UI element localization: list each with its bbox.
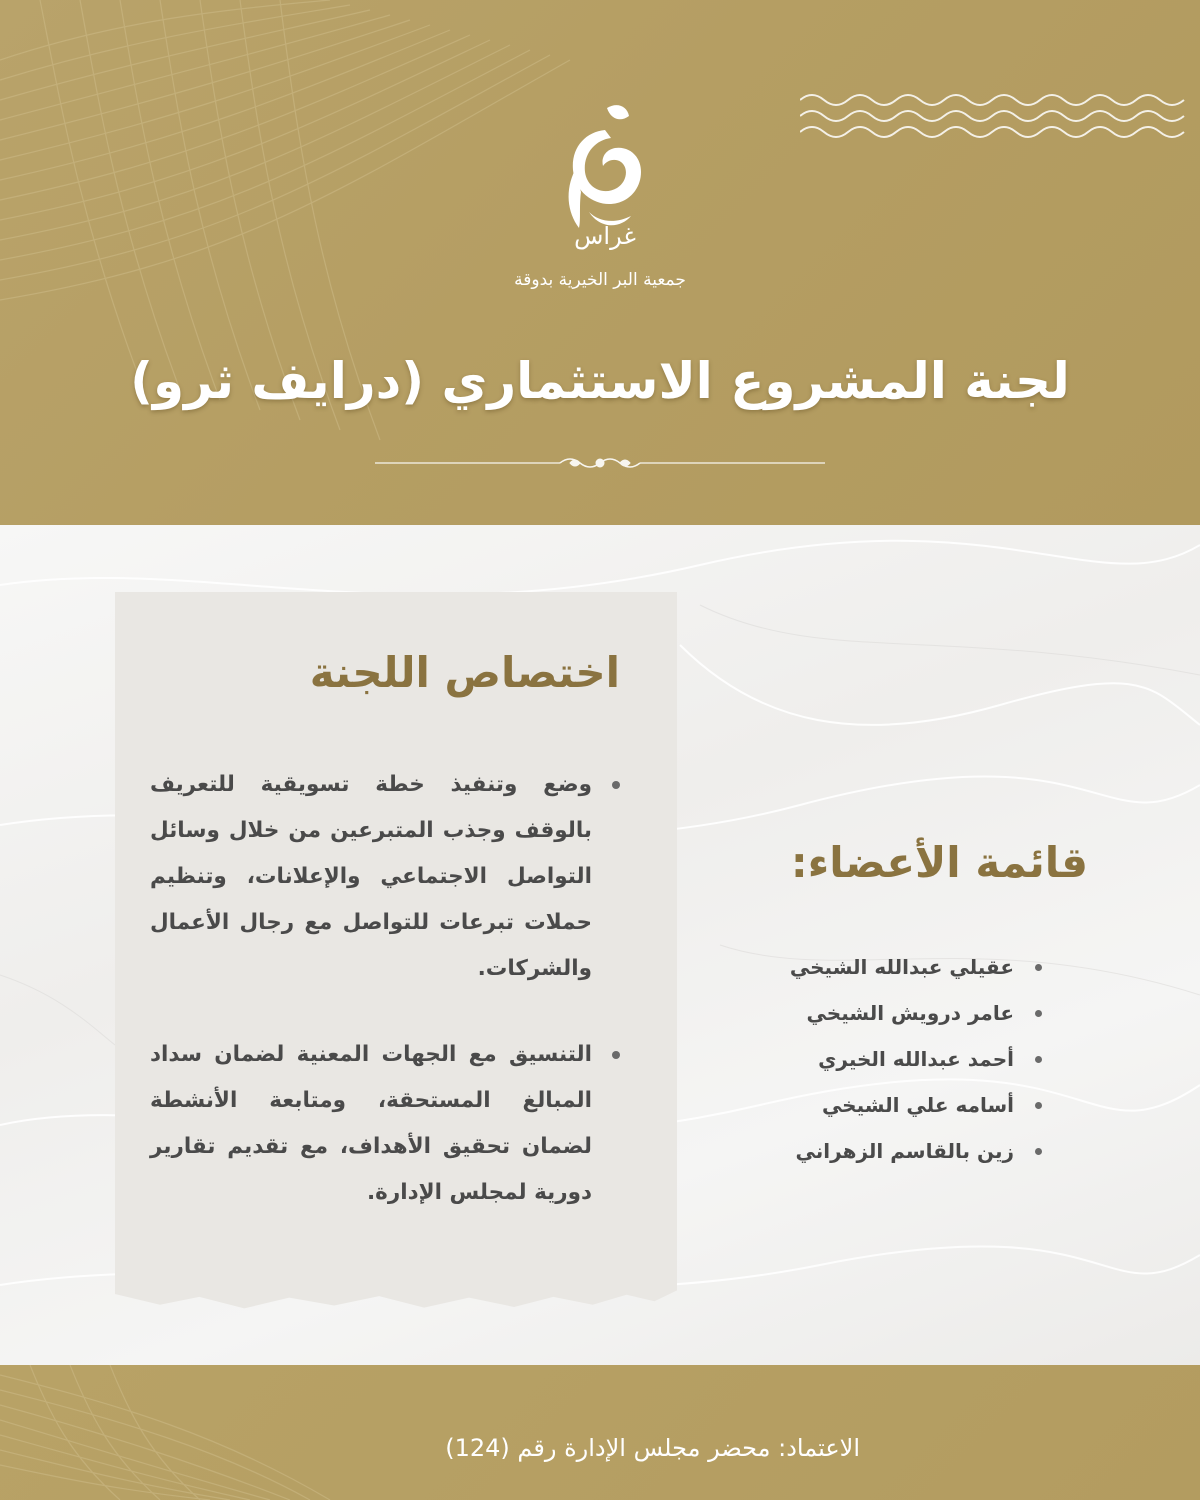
- member-name: زين بالقاسم الزهراني: [795, 1139, 1014, 1163]
- member-name: أحمد عبدالله الخيري: [818, 1047, 1014, 1071]
- members-heading: قائمة الأعضاء:: [790, 838, 1088, 887]
- decorative-mesh-lines: [0, 1365, 1200, 1500]
- decorative-waves: [800, 88, 1200, 148]
- decorative-mesh-lines: [0, 0, 1200, 525]
- list-item: [700, 990, 1050, 1036]
- approval-text: الاعتماد: محضر مجلس الإدارة رقم (124): [445, 1434, 860, 1462]
- committee-scope-heading: اختصاص اللجنة: [309, 648, 620, 697]
- list-item: [700, 1128, 1050, 1174]
- bullet-icon: [1035, 964, 1042, 971]
- header-banner: [0, 0, 1200, 525]
- footer-banner: [0, 1365, 1200, 1500]
- bullet-icon: [1035, 1148, 1042, 1155]
- list-item: [150, 762, 620, 992]
- list-item: [700, 1036, 1050, 1082]
- title-divider-ornament: [375, 450, 825, 476]
- members-list: [700, 944, 1050, 1174]
- bullet-icon: [612, 1051, 620, 1059]
- bullet-icon: [1035, 1056, 1042, 1063]
- member-name: عامر درويش الشيخي: [806, 1001, 1014, 1025]
- scope-item-text: التنسيق مع الجهات المعنية لضمان سداد المبالغ المستحقة، ومتابعة الأنشطة لضمان تحقيق الأهداف، مع تقديم تقارير دورية لمجلس الإدارة.: [150, 1042, 592, 1205]
- logo-subtitle: جمعية البر الخيرية بدوقة: [514, 270, 686, 290]
- bullet-icon: [612, 781, 620, 789]
- bullet-icon: [1035, 1010, 1042, 1017]
- bullet-icon: [1035, 1102, 1042, 1109]
- member-name: أسامه علي الشيخي: [821, 1093, 1014, 1117]
- page-title: لجنة المشروع الاستثماري (درايف ثرو): [130, 352, 1070, 410]
- logo-name: غراس: [574, 222, 636, 250]
- scope-item-text: وضع وتنفيذ خطة تسويقية للتعريف بالوقف وجذب المتبرعين من خلال وسائل التواصل الاجتماعي والإعلانات، وتنظيم حملات تبرعات للتواصل مع رجال الأعمال والشركات.: [150, 772, 592, 981]
- list-item: [150, 1032, 620, 1216]
- list-item: [700, 1082, 1050, 1128]
- member-name: عقيلي عبدالله الشيخي: [789, 955, 1014, 979]
- list-item: [700, 944, 1050, 990]
- committee-scope-list: [150, 762, 620, 1256]
